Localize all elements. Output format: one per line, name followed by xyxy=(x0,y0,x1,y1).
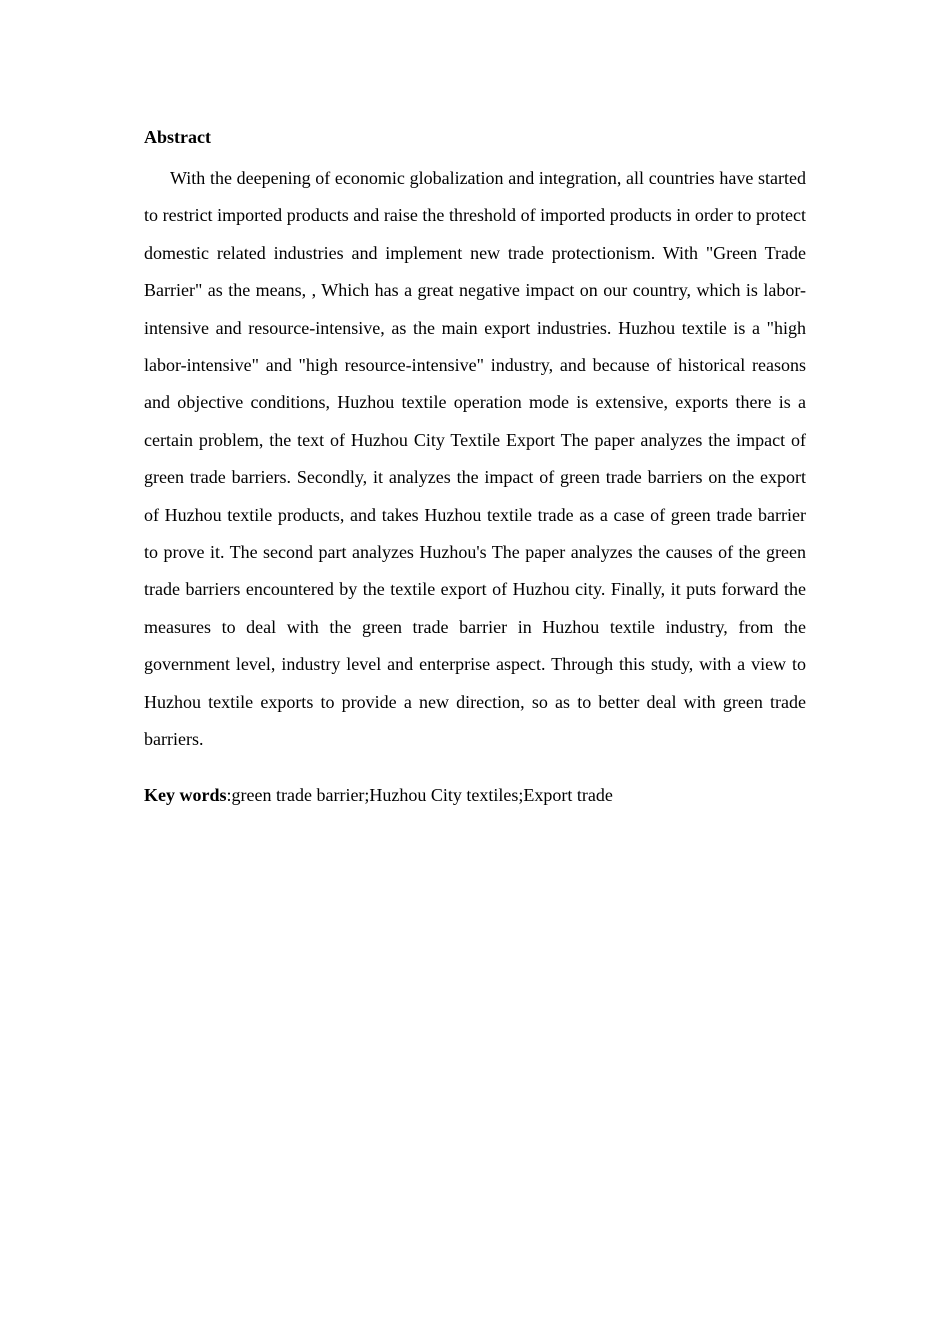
document-page xyxy=(144,124,806,808)
keywords-line xyxy=(144,782,806,808)
keywords-label: Key words xyxy=(144,784,227,805)
abstract-body: With the deepening of economic globalization and integration, all countries have started to restrict imported products and raise the threshold of imported products in order to protect domestic related industries and implement new trade protectionism. With "Green Trade Barrier" as the means, , Which has a great negative impact on our country, which is labor-intensive and resource-intensive, as the main export industries. Huzhou textile is a "high labor-intensive" and "high resource-intensive" industry, and because of historical reasons and objective conditions, Huzhou textile operation mode is extensive, exports there is a certain problem, the text of Huzhou City Textile Export The paper analyzes the impact of green trade barriers. Secondly, it analyzes the impact of green trade barriers on the export of Huzhou textile products, and takes Huzhou textile trade as a case of green trade barrier to prove it. The second part analyzes Huzhou's The paper analyzes the causes of the green trade barriers encountered by the textile export of Huzhou city. Finally, it puts forward the measures to deal with the green trade barrier in Huzhou textile industry, from the government level, industry level and enterprise aspect. Through this study, with a view to Huzhou textile exports to provide a new direction, so as to better deal with green trade barriers. xyxy=(144,168,806,750)
abstract-heading: Abstract xyxy=(144,127,211,147)
keywords-value: green trade barrier;Huzhou City textiles;Export trade xyxy=(231,784,613,805)
keywords-separator: : xyxy=(226,784,232,805)
